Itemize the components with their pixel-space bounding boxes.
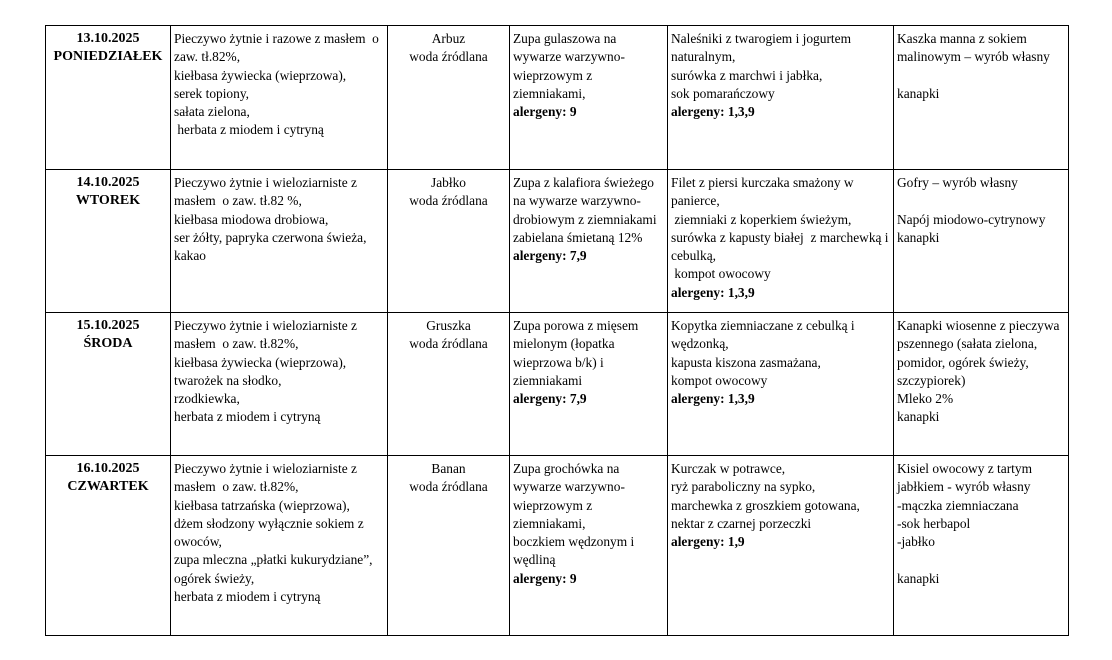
snack-cell bbox=[388, 26, 510, 170]
afternoon-tea-line: -mączka ziemniaczana bbox=[897, 497, 1019, 513]
day-date: 13.10.2025 bbox=[76, 31, 140, 46]
main-dish-line: Kurczak w potrawce, bbox=[671, 461, 786, 476]
breakfast-cell bbox=[171, 456, 388, 636]
soup-allergens: alergeny: 9 bbox=[513, 570, 577, 586]
menu-table bbox=[45, 25, 1069, 636]
soup-line: Zupa grochówka na wywarze warzywno-wieprzowym z ziemniakami, bbox=[513, 461, 625, 531]
main-dish-allergens: alergeny: 1,3,9 bbox=[671, 284, 755, 300]
day-cell bbox=[46, 170, 171, 313]
day-date: 15.10.2025 bbox=[76, 318, 140, 333]
day-date: 14.10.2025 bbox=[76, 175, 140, 190]
breakfast-line: Pieczywo żytnie i wieloziarniste z masłem o zaw. tł.82%, bbox=[174, 461, 361, 495]
afternoon-tea-line: kanapki bbox=[897, 229, 940, 245]
main-dish-line: nektar z czarnej porzeczki bbox=[671, 515, 812, 531]
soup-line: Zupa gulaszowa na wywarze warzywno-wieprzowym z ziemniakami, bbox=[513, 31, 625, 101]
soup-cell bbox=[510, 313, 668, 456]
breakfast-line: twarożek na słodko, bbox=[174, 372, 282, 388]
afternoon-tea-line bbox=[897, 192, 1065, 210]
snack-line: Banan bbox=[431, 461, 466, 476]
afternoon-tea-line: -sok herbapol bbox=[897, 515, 971, 531]
main-dish-line: ziemniaki z koperkiem świeżym, bbox=[671, 211, 852, 227]
soup-allergens: alergeny: 9 bbox=[513, 104, 577, 120]
soup-line: boczkiem wędzonym i wędliną bbox=[513, 534, 638, 568]
main-dish-line: Naleśniki z twarogiem i jogurtem naturalnym, bbox=[671, 31, 855, 65]
soup-cell bbox=[510, 26, 668, 170]
breakfast-line: ser żółty, papryka czerwona świeża, bbox=[174, 229, 367, 245]
afternoon-tea-line: Mleko 2% bbox=[897, 391, 954, 407]
snack-cell bbox=[388, 170, 510, 313]
day-cell bbox=[46, 26, 171, 170]
snack-line: woda źródlana bbox=[409, 336, 488, 352]
soup-line: Zupa porowa z mięsem mielonym (łopatka wieprzowa b/k) i ziemniakami bbox=[513, 318, 642, 388]
soup-line: Zupa z kalafiora świeżego na wywarze warzywno-drobiowym z ziemniakami zabielana śmietaną 12% bbox=[513, 175, 660, 245]
day-name: ŚRODA bbox=[83, 336, 133, 352]
main-dish-line: surówka z kapusty białej z marchewką i cebulką, bbox=[671, 229, 892, 264]
afternoon-tea-cell bbox=[894, 313, 1069, 456]
soup-cell bbox=[510, 170, 668, 313]
breakfast-line: kiełbasa żywiecka (wieprzowa), bbox=[174, 354, 347, 370]
main-dish-line: marchewka z groszkiem gotowana, bbox=[671, 497, 860, 513]
main-dish-cell bbox=[668, 456, 894, 636]
breakfast-line: herbata z miodem i cytryną bbox=[174, 122, 324, 138]
breakfast-line: kiełbasa żywiecka (wieprzowa), bbox=[174, 67, 347, 83]
snack-line: woda źródlana bbox=[409, 49, 488, 65]
snack-line: Gruszka bbox=[426, 318, 471, 333]
day-cell bbox=[46, 456, 171, 636]
main-dish-cell bbox=[668, 170, 894, 313]
afternoon-tea-line: Napój miodowo-cytrynowy bbox=[897, 211, 1046, 227]
breakfast-line: Pieczywo żytnie i razowe z masłem o zaw. tł.82%, bbox=[174, 31, 383, 65]
day-cell bbox=[46, 313, 171, 456]
main-dish-line: sok pomarańczowy bbox=[671, 85, 775, 101]
afternoon-tea-line: kanapki bbox=[897, 409, 940, 425]
day-date: 16.10.2025 bbox=[76, 461, 140, 476]
breakfast-line: kiełbasa tatrzańska (wieprzowa), bbox=[174, 497, 350, 513]
soup-allergens: alergeny: 7,9 bbox=[513, 391, 587, 407]
main-dish-cell bbox=[668, 313, 894, 456]
day-row bbox=[46, 26, 1069, 170]
day-row bbox=[46, 170, 1069, 313]
breakfast-cell bbox=[171, 170, 388, 313]
day-row bbox=[46, 313, 1069, 456]
main-dish-line: kapusta kiszona zasmażana, bbox=[671, 354, 821, 370]
snack-cell bbox=[388, 313, 510, 456]
breakfast-line: kakao bbox=[174, 248, 206, 264]
afternoon-tea-cell bbox=[894, 170, 1069, 313]
afternoon-tea-line: Kanapki wiosenne z pieczywa pszennego (sałata zielona, pomidor, ogórek świeży, szczypiorek) bbox=[897, 318, 1063, 388]
main-dish-allergens: alergeny: 1,3,9 bbox=[671, 391, 755, 407]
main-dish-line: Kopytka ziemniaczane z cebulką i wędzonką, bbox=[671, 318, 859, 352]
soup-cell bbox=[510, 456, 668, 636]
day-name: CZWARTEK bbox=[67, 479, 149, 495]
afternoon-tea-cell bbox=[894, 26, 1069, 170]
day-name: PONIEDZIAŁEK bbox=[53, 49, 163, 65]
menu-body bbox=[46, 26, 1069, 636]
breakfast-line: dżem słodzony wyłącznie sokiem z owoców, bbox=[174, 515, 367, 550]
afternoon-tea-line: kanapki bbox=[897, 570, 940, 586]
afternoon-tea-line: Gofry – wyrób własny bbox=[897, 175, 1018, 190]
breakfast-cell bbox=[171, 26, 388, 170]
breakfast-line: herbata z miodem i cytryną bbox=[174, 409, 321, 425]
main-dish-line: kompot owocowy bbox=[671, 266, 771, 282]
snack-cell bbox=[388, 456, 510, 636]
breakfast-line: herbata z miodem i cytryną bbox=[174, 589, 321, 605]
main-dish-line: ryż paraboliczny na sypko, bbox=[671, 479, 816, 495]
breakfast-line: zupa mleczna „płatki kukurydziane”, ogórek świeży, bbox=[174, 552, 376, 586]
soup-allergens: alergeny: 7,9 bbox=[513, 248, 587, 264]
main-dish-cell bbox=[668, 26, 894, 170]
breakfast-line: sałata zielona, bbox=[174, 104, 250, 120]
snack-line: Jabłko bbox=[431, 175, 466, 190]
afternoon-tea-line bbox=[897, 67, 1065, 85]
day-name: WTOREK bbox=[75, 193, 141, 209]
snack-line: Arbuz bbox=[431, 31, 466, 46]
breakfast-cell bbox=[171, 313, 388, 456]
main-dish-line: surówka z marchwi i jabłka, bbox=[671, 67, 823, 83]
afternoon-tea-line bbox=[897, 551, 1065, 569]
afternoon-tea-line: Kaszka manna z sokiem malinowym – wyrób własny bbox=[897, 31, 1050, 65]
day-row bbox=[46, 456, 1069, 636]
main-dish-allergens: alergeny: 1,3,9 bbox=[671, 104, 755, 120]
breakfast-line: Pieczywo żytnie i wieloziarniste z masłem o zaw. tł.82 %, bbox=[174, 175, 361, 209]
afternoon-tea-line: kanapki bbox=[897, 85, 940, 101]
breakfast-line: serek topiony, bbox=[174, 85, 249, 101]
main-dish-line: kompot owocowy bbox=[671, 372, 768, 388]
breakfast-line: Pieczywo żytnie i wieloziarniste z masłem o zaw. tł.82%, bbox=[174, 318, 361, 352]
main-dish-line: Filet z piersi kurczaka smażony w panierce, bbox=[671, 175, 857, 209]
afternoon-tea-line: Kisiel owocowy z tartym jabłkiem - wyrób własny bbox=[897, 461, 1036, 495]
snack-line: woda źródlana bbox=[409, 479, 488, 495]
breakfast-line: kiełbasa miodowa drobiowa, bbox=[174, 211, 329, 227]
afternoon-tea-cell bbox=[894, 456, 1069, 636]
snack-line: woda źródlana bbox=[409, 193, 488, 209]
afternoon-tea-line: -jabłko bbox=[897, 534, 935, 550]
breakfast-line: rzodkiewka, bbox=[174, 391, 240, 407]
main-dish-allergens: alergeny: 1,9 bbox=[671, 534, 745, 550]
